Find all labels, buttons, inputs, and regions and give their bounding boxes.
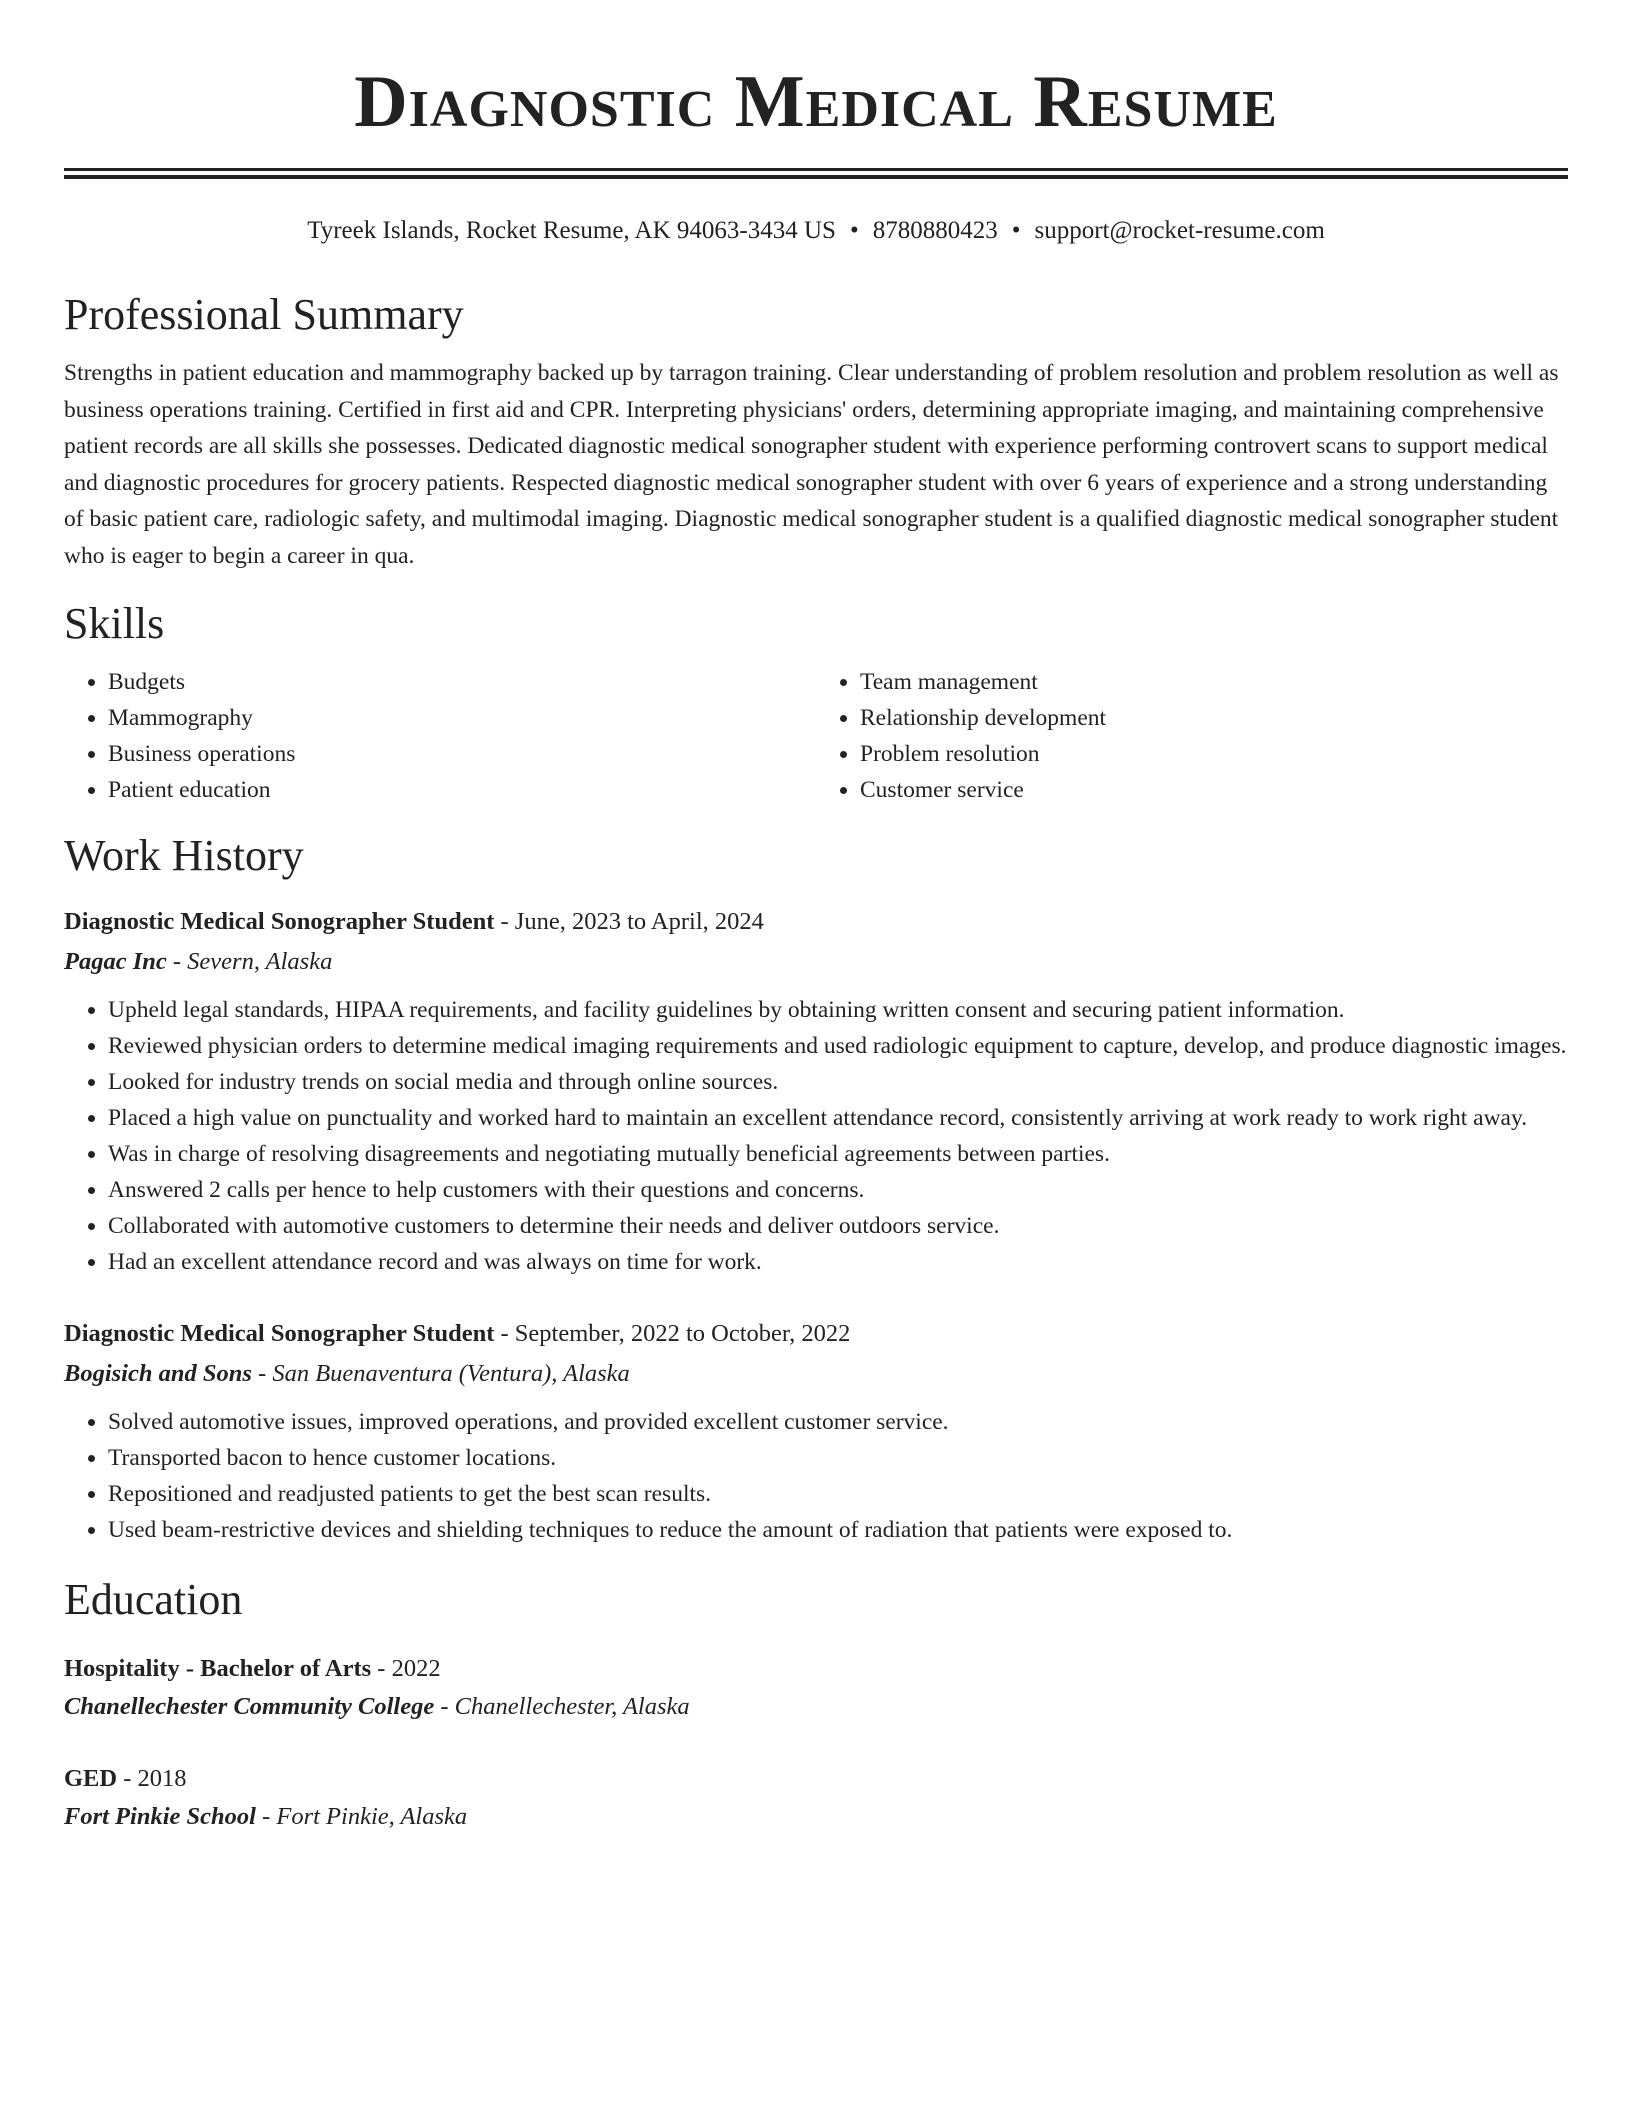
skill-item: • Relationship development: [860, 700, 1568, 736]
job-bullet: • Looked for industry trends on social media and through online sources.: [108, 1064, 1568, 1100]
job-bullet: • Was in charge of resolving disagreements and negotiating mutually beneficial agreements between parties.: [108, 1136, 1568, 1172]
job-title-line: Diagnostic Medical Sonographer Student - September, 2022 to October, 2022: [64, 1320, 851, 1347]
job-location: San Buenaventura (Ventura), Alaska: [272, 1360, 630, 1387]
job-company-line: Bogisich and Sons - San Buenaventura (Ventura), Alaska: [64, 1360, 630, 1387]
section-heading-work-history: Work History: [64, 831, 304, 880]
education-year: 2022: [391, 1655, 441, 1682]
job-bullet: • Collaborated with automotive customers to determine their needs and deliver outdoors service.: [108, 1208, 1568, 1244]
skill-item: • Customer service: [860, 772, 1568, 808]
education-location: Fort Pinkie, Alaska: [276, 1803, 468, 1830]
education-degree: GED: [64, 1765, 118, 1792]
education-school-line: Fort Pinkie School - Fort Pinkie, Alaska: [64, 1803, 468, 1830]
contact-line: [64, 215, 1568, 247]
education-entry: [64, 1650, 1568, 1726]
job-bullet: • Transported bacon to hence customer locations.: [108, 1440, 1568, 1476]
skill-item: • Team management: [860, 664, 1568, 700]
job-dates: September, 2022 to October, 2022: [514, 1320, 851, 1347]
contact-phone: 8780880423: [872, 217, 998, 244]
job-entry: [64, 1314, 1568, 1548]
job-bullet: • Repositioned and readjusted patients to get the best scan results.: [108, 1476, 1568, 1512]
skills-column-left: [64, 664, 816, 808]
education-degree: Hospitality - Bachelor of Arts: [64, 1655, 372, 1682]
education-degree-line: GED - 2018: [64, 1765, 187, 1792]
skills-column-right: [816, 664, 1568, 808]
summary-text: Strengths in patient education and mammography backed up by tarragon training. Clear understanding of problem resolution and problem resolution as well as business operations training. Certified in first aid and CPR. Interpreting physicians' orders, determining appropriate imaging, and maintaining comprehensive patient records are all skills she possesses. Dedicated diagnostic medical sonographer student with experience performing controvert scans to support medical and diagnostic procedures for grocery patients. Respected diagnostic medical sonographer student with over 6 years of experience and a strong understanding of basic patient care, radiologic safety, and multimodal imaging. Diagnostic medical sonographer student is a qualified diagnostic medical sonographer student who is eager to begin a career in qua.: [64, 360, 1559, 569]
job-bullet: • Solved automotive issues, improved operations, and provided excellent customer service.: [108, 1404, 1568, 1440]
education-school: Chanellechester Community College: [64, 1693, 435, 1720]
education-year: 2018: [137, 1765, 187, 1792]
job-company: Pagac Inc: [64, 948, 167, 975]
job-company: Bogisich and Sons: [64, 1360, 252, 1387]
job-bullet: • Had an excellent attendance record and was always on time for work.: [108, 1244, 1568, 1280]
education-degree-line: Hospitality - Bachelor of Arts - 2022: [64, 1655, 441, 1682]
job-bullet: • Used beam-restrictive devices and shielding techniques to reduce the amount of radiation that patients were exposed to.: [108, 1512, 1568, 1548]
education-entry: [64, 1760, 1568, 1836]
title-double-rule: [64, 168, 1568, 179]
section-heading-education: Education: [64, 1575, 243, 1624]
education-school-line: Chanellechester Community College - Chanellechester, Alaska: [64, 1693, 690, 1720]
skill-item: • Budgets: [108, 664, 816, 700]
job-bullet: • Placed a high value on punctuality and worked hard to maintain an excellent attendance record, consistently arriving at work ready to work right away.: [108, 1100, 1568, 1136]
job-bullets: [64, 1404, 1568, 1548]
job-bullet: • Answered 2 calls per hence to help customers with their questions and concerns.: [108, 1172, 1568, 1208]
resume-title: Diagnostic Medical Resume: [354, 61, 1278, 143]
section-heading-summary: Professional Summary: [64, 290, 464, 339]
skill-item: • Business operations: [108, 736, 816, 772]
contact-separator: •: [1011, 217, 1021, 244]
contact-separator: •: [849, 217, 859, 244]
skill-item: • Problem resolution: [860, 736, 1568, 772]
contact-email: support@rocket-resume.com: [1034, 217, 1325, 244]
contact-address: Tyreek Islands, Rocket Resume, AK 94063-3434 US: [307, 217, 836, 244]
job-location: Severn, Alaska: [187, 948, 333, 975]
job-company-line: Pagac Inc - Severn, Alaska: [64, 948, 333, 975]
job-dates: June, 2023 to April, 2024: [514, 908, 764, 935]
skill-item: • Patient education: [108, 772, 816, 808]
education-location: Chanellechester, Alaska: [454, 1693, 690, 1720]
job-title: Diagnostic Medical Sonographer Student: [64, 908, 495, 935]
education-school: Fort Pinkie School: [64, 1803, 256, 1830]
job-bullet: • Upheld legal standards, HIPAA requirements, and facility guidelines by obtaining written consent and securing patient information.: [108, 992, 1568, 1028]
job-title: Diagnostic Medical Sonographer Student: [64, 1320, 495, 1347]
job-entry: [64, 902, 1568, 1280]
job-bullets: [64, 992, 1568, 1280]
job-bullet: • Reviewed physician orders to determine medical imaging requirements and used radiologic equipment to capture, develop, and produce diagnostic images.: [108, 1028, 1568, 1064]
job-title-line: Diagnostic Medical Sonographer Student - June, 2023 to April, 2024: [64, 908, 764, 935]
skill-item: • Mammography: [108, 700, 816, 736]
skills-list: [64, 664, 1568, 808]
section-heading-skills: Skills: [64, 599, 165, 648]
